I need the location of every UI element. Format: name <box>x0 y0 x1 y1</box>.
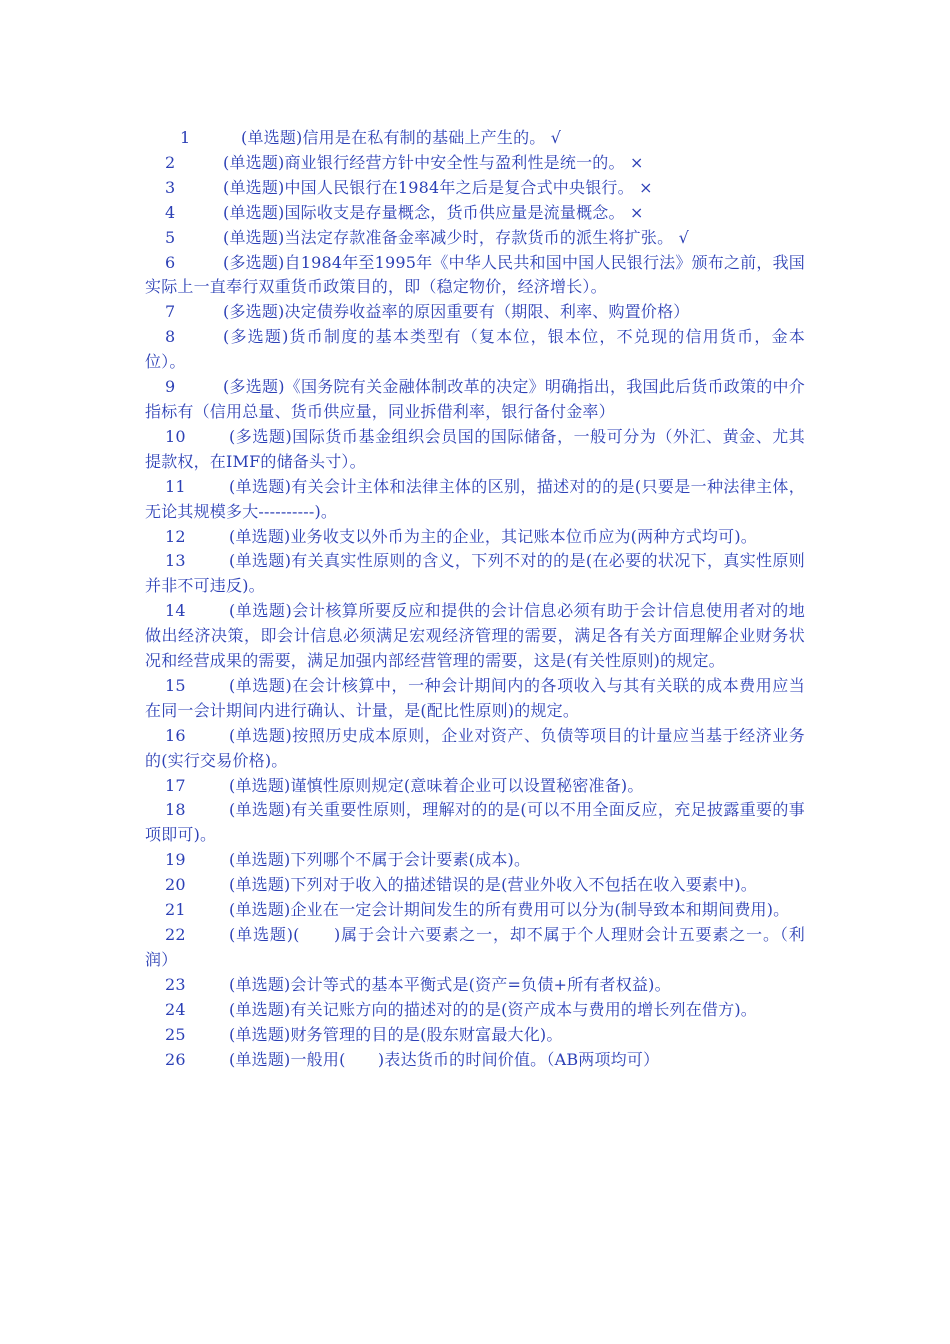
question-number: 20 <box>165 875 186 895</box>
question-text: (单选题)谨慎性原则规定(意味着企业可以设置秘密准备)。 <box>229 775 644 795</box>
question-text: (单选题)商业银行经营方针中安全性与盈利性是统一的。 × <box>223 152 644 172</box>
question-text: (单选题)有关真实性原则的含义，下列不对的的是(在必要的状况下，真实性原则并非不可违反)。 <box>145 551 805 596</box>
question-item <box>145 1023 805 1048</box>
question-text: (单选题)在会计核算中，一种会计期间内的各项收入与其有关联的成本费用应当在同一会计期间内进行确认、计量，是(配比性原则)的规定。 <box>145 675 805 720</box>
question-item <box>145 923 805 973</box>
question-text: (多选题)《国务院有关金融体制改革的决定》明确指出，我国此后货币政策的中介指标有（信用总量、货币供应量，同业拆借利率，银行备付金率） <box>145 377 805 421</box>
question-number: 2 <box>165 152 176 172</box>
question-text: (单选题)会计核算所要反应和提供的会计信息必须有助于会计信息使用者对的地做出经济决策，即会计信息必须满足宏观经济管理的需要，满足各有关方面理解企业财务状况和经营成果的需要，满足加强内部经营管理的需要，这是(有关性原则)的规定。 <box>145 601 805 671</box>
question-number: 17 <box>165 775 186 795</box>
question-number: 21 <box>165 900 186 920</box>
question-text: (多选题)自1984年至1995年《中华人民共和国中国人民银行法》颁布之前，我国实际上一直奉行双重货币政策目的，即（稳定物价，经济增长）。 <box>145 252 805 297</box>
question-item <box>145 1048 805 1073</box>
question-number: 8 <box>165 327 176 347</box>
question-text: (单选题)有关重要性原则，理解对的的是(可以不用全面反应，充足披露重要的事项即可)。 <box>145 800 805 845</box>
question-item <box>145 724 805 774</box>
question-text: (单选题)信用是在私有制的基础上产生的。 √ <box>241 128 562 147</box>
question-item <box>145 873 805 898</box>
question-number: 11 <box>165 476 186 496</box>
question-item <box>145 126 805 151</box>
question-number: 1 <box>180 128 191 147</box>
question-text: (单选题)中国人民银行在1984年之后是复合式中央银行。 × <box>223 177 653 197</box>
question-number: 26 <box>165 1049 186 1069</box>
question-item <box>145 599 805 674</box>
question-item <box>145 201 805 226</box>
question-text: (单选题)财务管理的目的是(股东财富最大化)。 <box>229 1024 563 1044</box>
question-number: 23 <box>165 974 186 994</box>
question-number: 10 <box>165 426 186 446</box>
question-item <box>145 226 805 251</box>
question-item <box>145 525 805 550</box>
question-item <box>145 898 805 923</box>
question-text: (单选题)业务收支以外币为主的企业，其记账本位币应为(两种方式均可)。 <box>229 526 757 546</box>
question-text: (多选题)货币制度的基本类型有（复本位，银本位，不兑现的信用货币，金本位）。 <box>145 327 805 372</box>
question-number: 24 <box>165 999 186 1019</box>
question-number: 22 <box>165 925 186 944</box>
question-text: (多选题)决定债券收益率的原因重要有（期限、利率、购置价格） <box>223 302 690 322</box>
question-item <box>145 300 805 325</box>
question-number: 7 <box>165 302 176 322</box>
question-text: (单选题)( )属于会计六要素之一，却不属于个人理财会计五要素之一。（利润） <box>145 925 805 969</box>
question-list <box>145 126 805 1072</box>
question-item <box>145 774 805 799</box>
question-text: (单选题)有关记账方向的描述对的的是(资产成本与费用的增长列在借方)。 <box>229 999 757 1019</box>
question-number: 13 <box>165 551 186 571</box>
question-text: (单选题)会计等式的基本平衡式是(资产=负债+所有者权益)。 <box>229 974 671 994</box>
question-text: (单选题)按照历史成本原则，企业对资产、负债等项目的计量应当基于经济业务的(实行交易价格)。 <box>145 725 805 770</box>
question-item <box>145 176 805 201</box>
question-item <box>145 425 805 475</box>
question-text: (单选题)一般用( )表达货币的时间价值。（AB两项均可） <box>229 1049 660 1069</box>
question-item <box>145 848 805 873</box>
question-number: 25 <box>165 1024 186 1044</box>
question-number: 18 <box>165 800 186 820</box>
question-number: 3 <box>165 177 176 197</box>
question-item <box>145 325 805 375</box>
question-text: (单选题)国际收支是存量概念，货币供应量是流量概念。 × <box>223 202 644 222</box>
question-text: (单选题)当法定存款准备金率减少时，存款货币的派生将扩张。 √ <box>223 227 689 247</box>
question-number: 12 <box>165 526 186 546</box>
question-item <box>145 549 805 599</box>
question-text: (单选题)有关会计主体和法律主体的区别，描述对的的是(只要是一种法律主体，无论其规模多大----------)。 <box>145 476 805 521</box>
question-number: 15 <box>165 675 186 695</box>
question-item <box>145 375 805 425</box>
question-item <box>145 674 805 724</box>
question-number: 4 <box>165 202 176 222</box>
question-number: 6 <box>165 252 176 272</box>
question-number: 16 <box>165 725 186 745</box>
question-item <box>145 251 805 301</box>
question-text: (单选题)企业在一定会计期间发生的所有费用可以分为(制导致本和期间费用)。 <box>229 900 790 920</box>
question-number: 14 <box>165 601 186 621</box>
question-number: 9 <box>165 377 176 397</box>
question-item <box>145 151 805 176</box>
question-text: (单选题)下列对于收入的描述错误的是(营业外收入不包括在收入要素中)。 <box>229 875 757 895</box>
question-item <box>145 973 805 998</box>
question-number: 19 <box>165 850 186 870</box>
question-item <box>145 798 805 848</box>
question-text: (单选题)下列哪个不属于会计要素(成本)。 <box>229 850 531 870</box>
question-number: 5 <box>165 227 176 247</box>
question-text: (多选题)国际货币基金组织会员国的国际储备，一般可分为（外汇、黄金、尤其提款权，在IMF的储备头寸）。 <box>145 426 805 471</box>
question-item <box>145 475 805 525</box>
question-item <box>145 998 805 1023</box>
